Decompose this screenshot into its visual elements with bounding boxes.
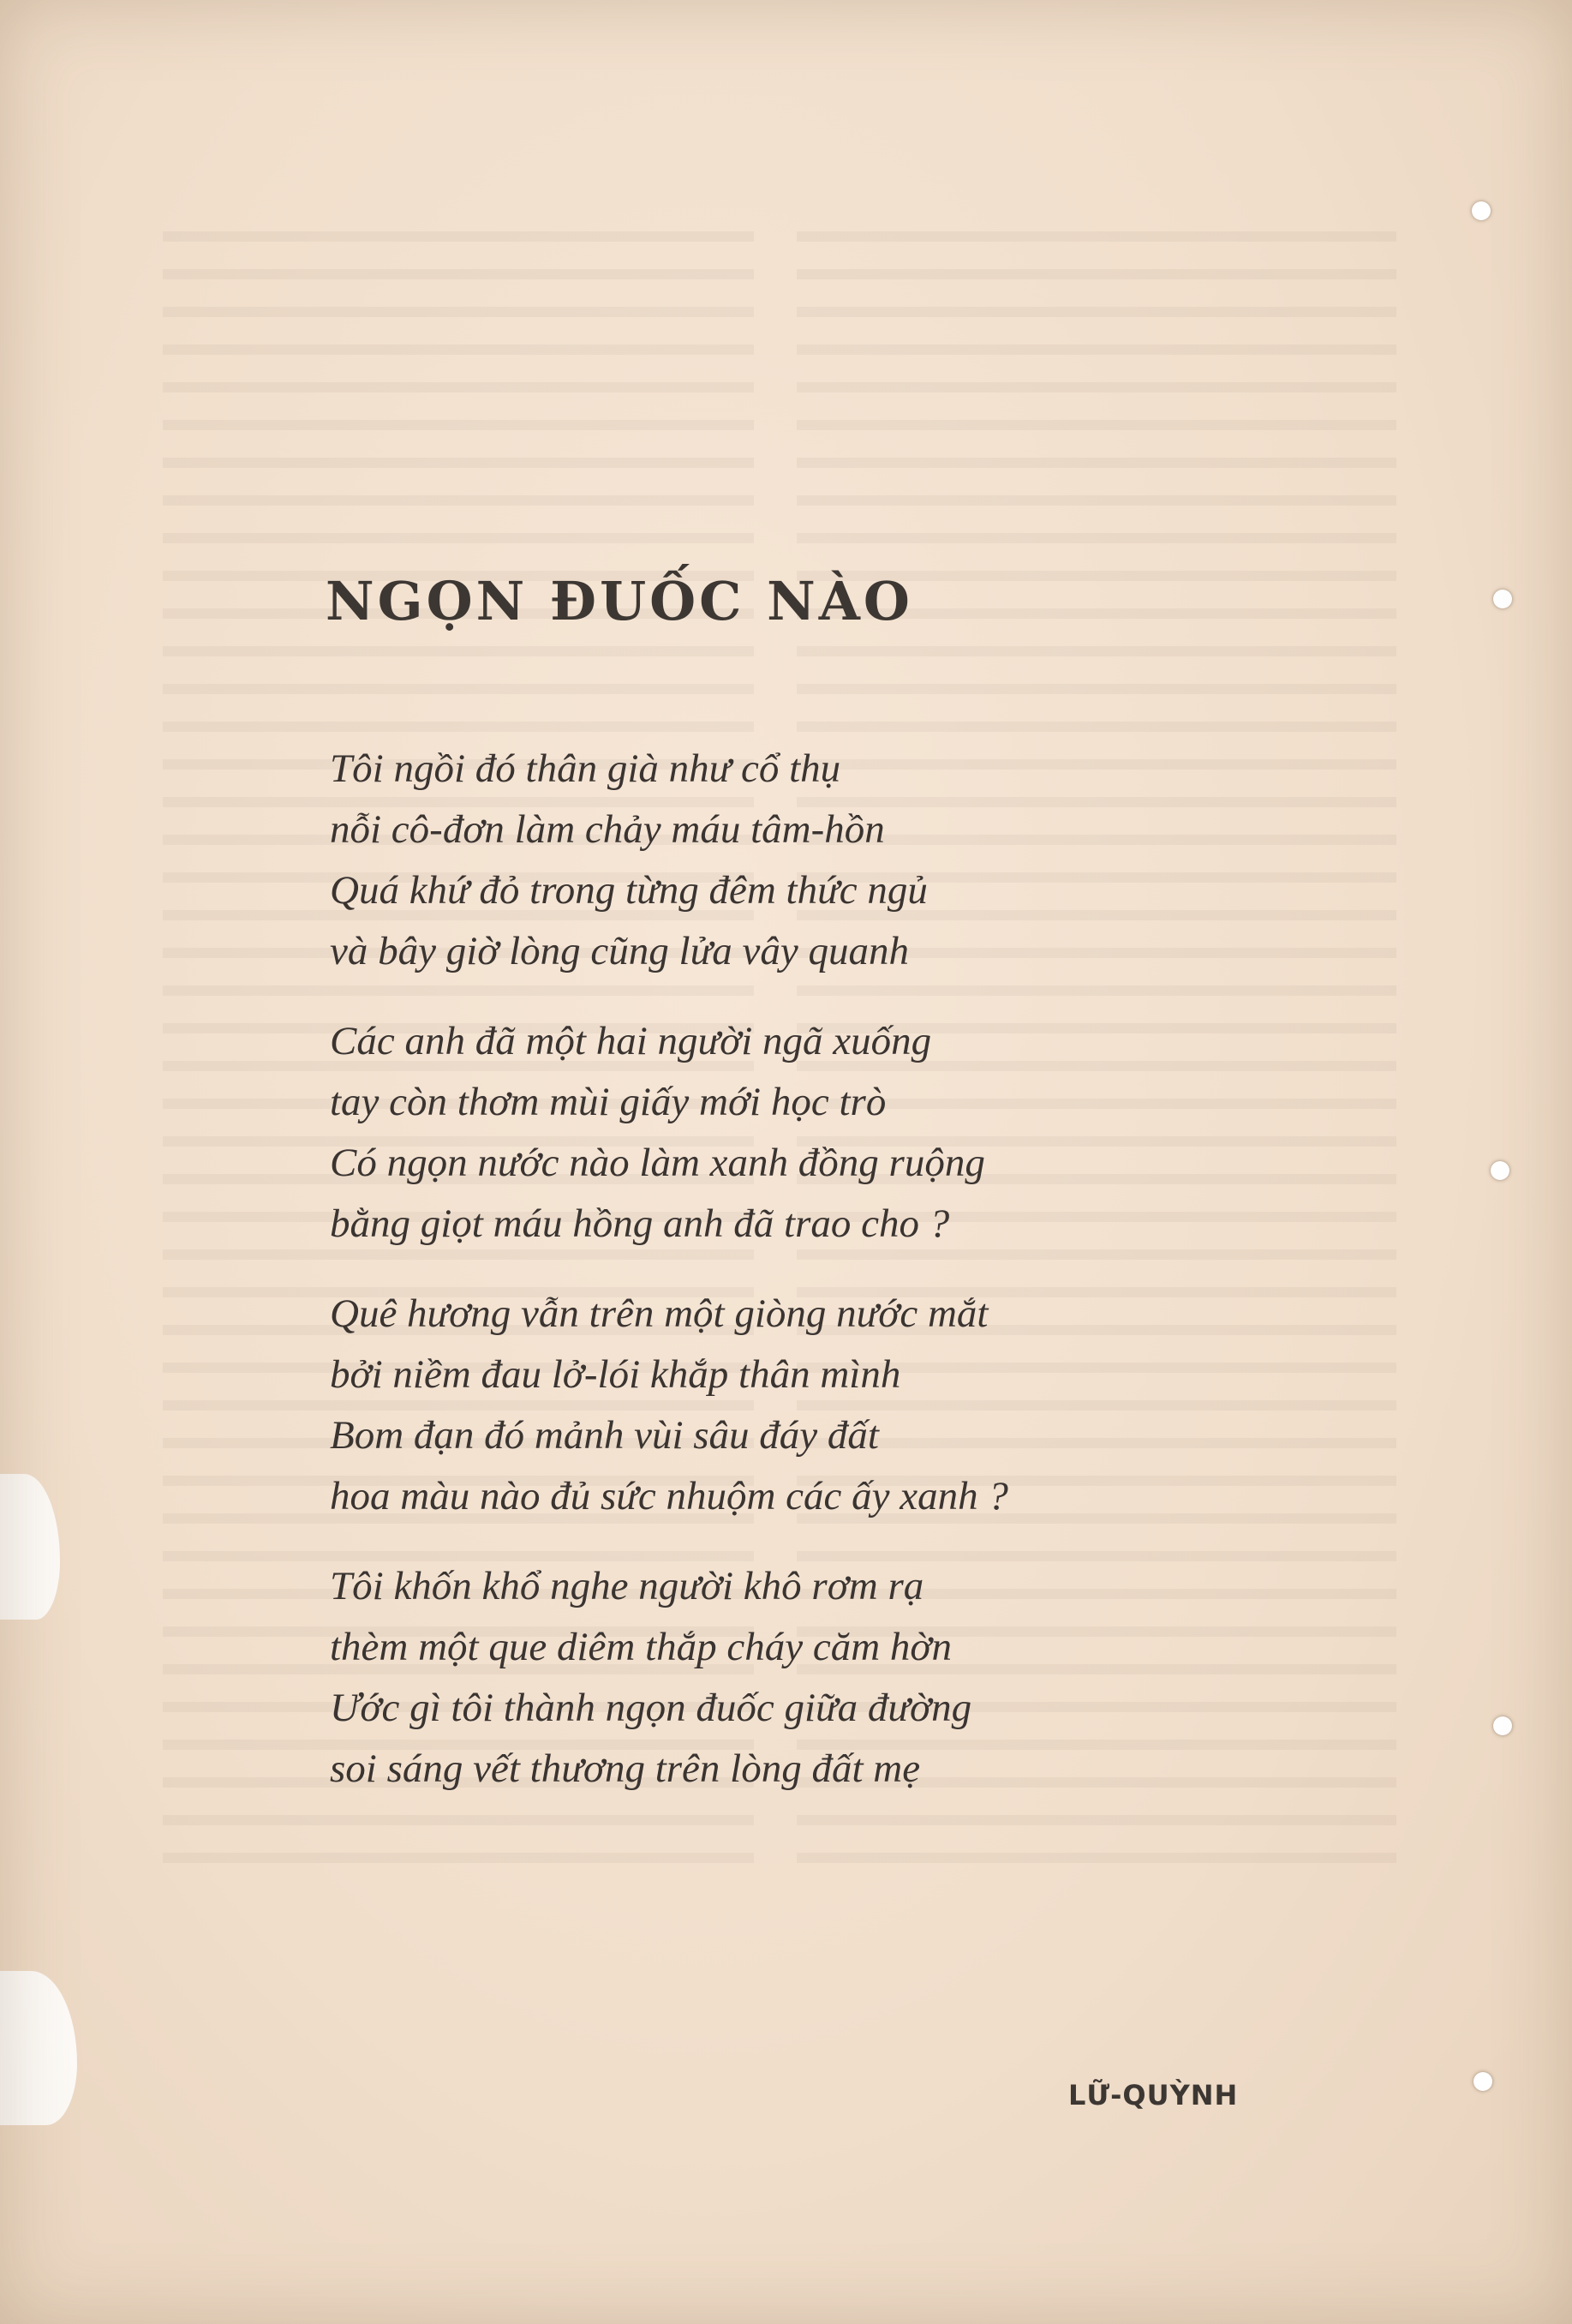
poem-line: Quá khứ đỏ trong từng đêm thức ngủ	[330, 868, 928, 913]
binding-hole	[1493, 1716, 1512, 1735]
poem-line: tay còn thơm mùi giấy mới học trò	[330, 1080, 887, 1124]
poem-line: và bây giờ lòng cũng lửa vây quanh	[330, 929, 909, 973]
paper-tear	[0, 1474, 60, 1620]
poem-line: soi sáng vết thương trên lòng đất mẹ	[330, 1746, 921, 1791]
poem-line: Bom đạn đó mảnh vùi sâu đáy đất	[330, 1413, 879, 1458]
poem-line: Tôi ngồi đó thân già như cổ thụ	[330, 746, 841, 791]
binding-hole	[1493, 590, 1512, 608]
binding-hole	[1472, 201, 1491, 220]
author-name: LỮ-QUỲNH	[1068, 2079, 1239, 2111]
stanza-3	[330, 1284, 1008, 1527]
poem-line: hoa màu nào đủ sức nhuộm các ấy xanh ?	[330, 1474, 1008, 1518]
poem-line: nỗi cô-đơn làm chảy máu tâm-hồn	[330, 807, 885, 852]
poem-line: bởi niềm đau lở-lói khắp thân mình	[330, 1352, 901, 1397]
poem-title: NGỌN ĐUỐC NÀO	[326, 570, 913, 632]
poem-line: Quê hương vẫn trên một giòng nước mắt	[330, 1291, 989, 1336]
poem-line: Các anh đã một hai người ngã xuống	[330, 1019, 932, 1063]
binding-hole	[1491, 1161, 1509, 1180]
poem-line: Ước gì tôi thành ngọn đuốc giữa đường	[330, 1686, 972, 1730]
stanza-4	[330, 1556, 1008, 1800]
poem-line: Có ngọn nước nào làm xanh đồng ruộng	[330, 1141, 985, 1185]
stanza-1	[330, 739, 1008, 982]
poem-line: thèm một que diêm thắp cháy căm hờn	[330, 1625, 952, 1669]
poem-body	[330, 739, 1008, 1829]
poem-line: bằng giọt máu hồng anh đã trao cho ?	[330, 1201, 950, 1246]
paper-tear	[0, 1971, 77, 2125]
binding-hole	[1473, 2072, 1492, 2091]
stanza-2	[330, 1011, 1008, 1255]
poem-line: Tôi khốn khổ nghe người khô rơm rạ	[330, 1564, 924, 1608]
